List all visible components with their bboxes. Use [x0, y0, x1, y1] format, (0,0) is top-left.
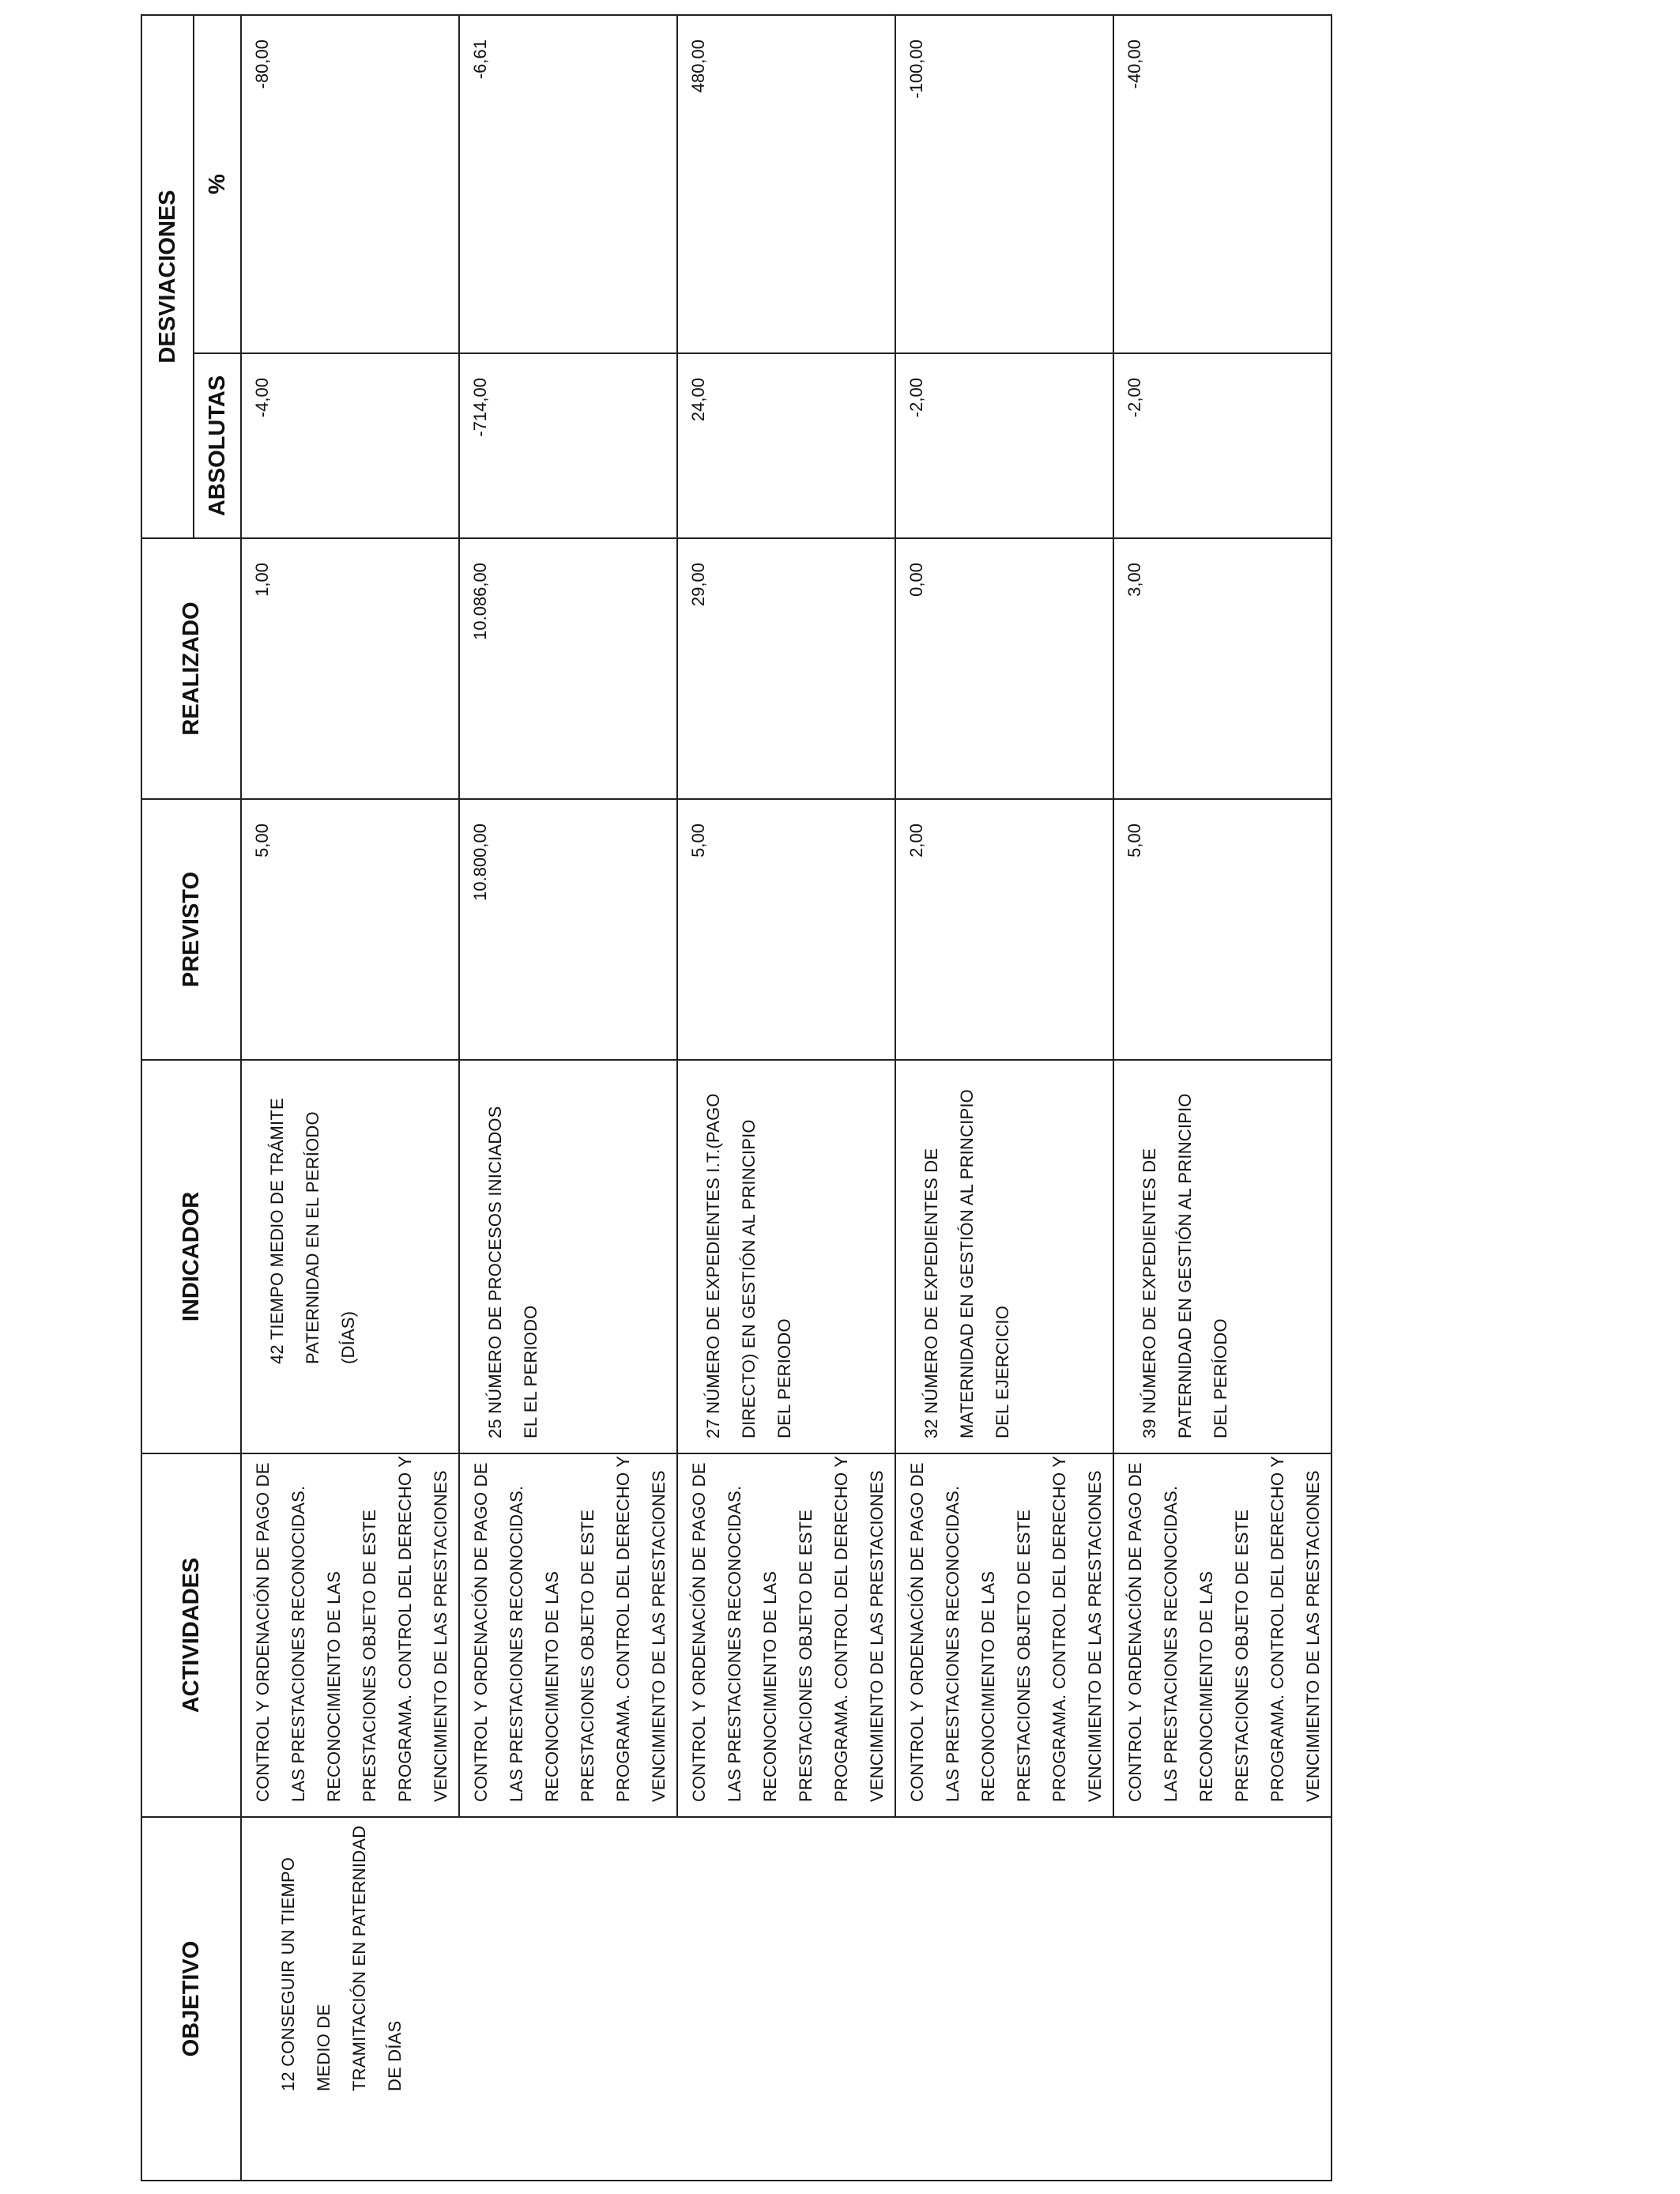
absolutas-cell: 24,00	[677, 353, 895, 538]
porcentaje-cell: -80,00	[241, 15, 459, 353]
absolutas-cell: -714,00	[459, 353, 677, 538]
actividades-cell: CONTROL Y ORDENACIÓN DE PAGO DE LAS PRESTACIONES RECONOCIDAS. RECONOCIMIENTO DE LAS PRESTACIONES OBJETO DE ESTE PROGRAMA. CONTROL DEL DERECHO Y VENCIMIENTO DE LAS PRESTACIONES	[1113, 1453, 1332, 1817]
actividades-cell: CONTROL Y ORDENACIÓN DE PAGO DE LAS PRESTACIONES RECONOCIDAS. RECONOCIMIENTO DE LAS PRESTACIONES OBJETO DE ESTE PROGRAMA. CONTROL DEL DERECHO Y VENCIMIENTO DE LAS PRESTACIONES	[895, 1453, 1113, 1817]
indicador-cell: 32 NÚMERO DE EXPEDIENTES DE MATERNIDAD EN GESTIÓN AL PRINCIPIO DEL EJERCICIO	[895, 1060, 1113, 1453]
objetivo-cell	[241, 1817, 1332, 2181]
absolutas-cell: -2,00	[895, 353, 1113, 538]
indicators-table	[141, 14, 1332, 2181]
indicador-cell: 42 TIEMPO MEDIO DE TRÁMITE PATERNIDAD EN EL PERÍODO (DÍAS)	[241, 1060, 459, 1453]
indicador-cell: 27 NÚMERO DE EXPEDIENTES I.T.(PAGO DIRECTO) EN GESTIÓN AL PRINCIPIO DEL PERIODO	[677, 1060, 895, 1453]
porcentaje-cell: -40,00	[1113, 15, 1332, 353]
header-indicador: INDICADOR	[141, 1060, 241, 1453]
previsto-cell: 5,00	[1113, 799, 1332, 1060]
header-porcentaje: %	[194, 15, 241, 353]
header-realizado: REALIZADO	[141, 538, 241, 799]
realizado-cell: 29,00	[677, 538, 895, 799]
previsto-cell: 2,00	[895, 799, 1113, 1060]
header-actividades: ACTIVIDADES	[141, 1453, 241, 1817]
header-absolutas: ABSOLUTAS	[194, 353, 241, 538]
header-desviaciones: DESVIACIONES	[141, 15, 194, 538]
porcentaje-cell: -100,00	[895, 15, 1113, 353]
table-row	[241, 15, 459, 2181]
realizado-cell: 1,00	[241, 538, 459, 799]
previsto-cell: 5,00	[677, 799, 895, 1060]
previsto-cell: 10.800,00	[459, 799, 677, 1060]
porcentaje-cell: -6,61	[459, 15, 677, 353]
actividades-cell: CONTROL Y ORDENACIÓN DE PAGO DE LAS PRESTACIONES RECONOCIDAS. RECONOCIMIENTO DE LAS PRESTACIONES OBJETO DE ESTE PROGRAMA. CONTROL DEL DERECHO Y VENCIMIENTO DE LAS PRESTACIONES	[241, 1453, 459, 1817]
previsto-cell: 5,00	[241, 799, 459, 1060]
rotated-page	[141, 16, 1323, 2181]
absolutas-cell: -4,00	[241, 353, 459, 538]
indicador-cell: 39 NÚMERO DE EXPEDIENTES DE PATERNIDAD EN GESTIÓN AL PRINCIPIO DEL PERÍODO	[1113, 1060, 1332, 1453]
porcentaje-cell: 480,00	[677, 15, 895, 353]
objetivo-text: 12 CONSEGUIR UN TIEMPO MEDIO DE TRAMITACIÓN EN PATERNIDAD DE DÍAS	[278, 1825, 405, 2091]
header-objetivo: OBJETIVO	[141, 1817, 241, 2181]
absolutas-cell: -2,00	[1113, 353, 1332, 538]
realizado-cell: 0,00	[895, 538, 1113, 799]
realizado-cell: 10.086,00	[459, 538, 677, 799]
realizado-cell: 3,00	[1113, 538, 1332, 799]
actividades-cell: CONTROL Y ORDENACIÓN DE PAGO DE LAS PRESTACIONES RECONOCIDAS. RECONOCIMIENTO DE LAS PRESTACIONES OBJETO DE ESTE PROGRAMA. CONTROL DEL DERECHO Y VENCIMIENTO DE LAS PRESTACIONES	[677, 1453, 895, 1817]
indicador-cell: 25 NÚMERO DE PROCESOS INICIADOS EL EL PERIODO	[459, 1060, 677, 1453]
header-previsto: PREVISTO	[141, 799, 241, 1060]
actividades-cell: CONTROL Y ORDENACIÓN DE PAGO DE LAS PRESTACIONES RECONOCIDAS. RECONOCIMIENTO DE LAS PRESTACIONES OBJETO DE ESTE PROGRAMA. CONTROL DEL DERECHO Y VENCIMIENTO DE LAS PRESTACIONES	[459, 1453, 677, 1817]
